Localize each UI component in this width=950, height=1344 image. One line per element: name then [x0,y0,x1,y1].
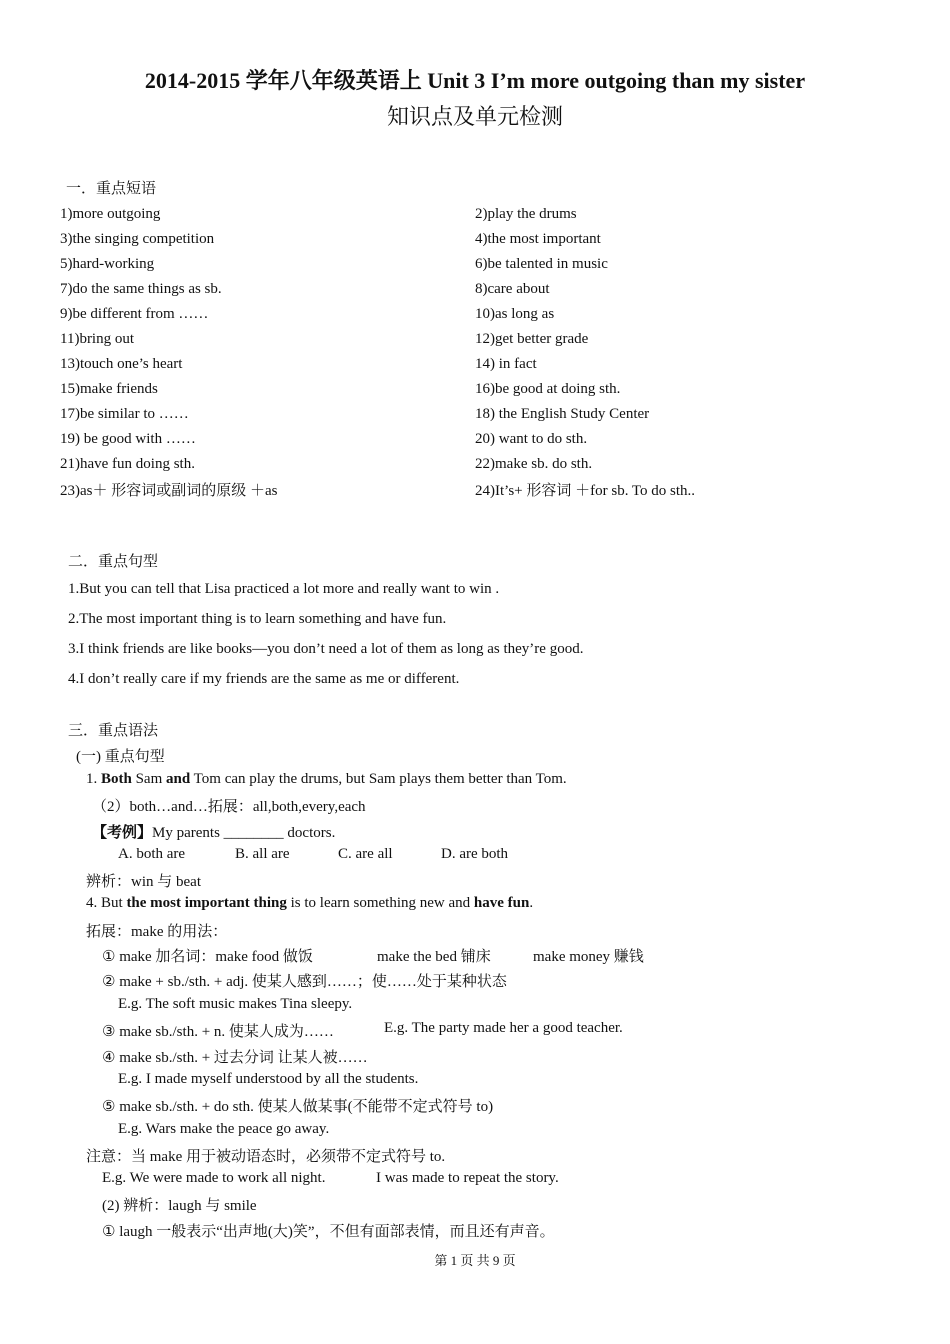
grammar-sentence-1 [86,771,567,788]
bianxi-win-beat: 辨析：win 与 beat [86,874,201,890]
sentence-item: 4.I don’t really care if my friends are the same as me or different. [68,671,460,687]
phrase-item: 13)touch one’s heart [60,356,183,372]
phrase-item: 16)be good at doing sth. [475,381,621,397]
sentence-item: 1.But you can tell that Lisa practiced a lot more and really want to win . [68,581,500,597]
phrase-item: 10)as long as [475,306,555,322]
text-span: Sam [131,771,167,787]
make-usage-3: ③ make sb./sth. + n. 使某人成为…… [102,1024,334,1040]
phrase-item: 21)have fun doing sth. [60,456,195,472]
phrase-item: 14) in fact [475,356,537,372]
phrase-item: 1)more outgoing [60,206,161,222]
passive-note-example-2: I was made to repeat the story. [376,1170,559,1186]
bianxi-laugh-smile: (2) 辨析：laugh 与 smile [102,1198,257,1214]
phrase-item: 8)care about [475,281,550,297]
make-usage-heading: 拓展：make 的用法： [86,924,228,940]
phrase-item: 22)make sb. do sth. [475,456,593,472]
phrase-item: 20) want to do sth. [475,431,588,447]
phrase-item: 12)get better grade [475,331,589,347]
option-a: A. both are [118,846,186,862]
sentence-item: 3.I think friends are like books—you don’t need a lot of them as long as they’re good. [68,641,584,657]
bold-span: have fun [473,895,530,911]
make-usage-4-example: E.g. I made myself understood by all the students. [118,1071,419,1087]
phrase-item: 24)It’s+ 形容词 ＋for sb. To do sth.. [475,483,696,499]
make-usage-1b: make the bed 铺床 [377,949,491,965]
phrase-item: 2)play the drums [475,206,577,222]
option-c: C. are all [338,846,393,862]
example-text: My parents ________ doctors. [152,825,336,841]
phrase-item: 19) be good with …… [60,431,196,447]
phrase-item: 4)the most important [475,231,601,247]
phrase-item: 11)bring out [60,331,135,347]
bold-span: the most important thing [126,895,287,911]
text-span: 4. But [86,895,127,911]
make-usage-1c: make money 赚钱 [533,949,644,965]
phrase-item: 5)hard-working [60,256,155,272]
passive-note-example-1: E.g. We were made to work all night. [102,1170,326,1186]
text-span: Tom can play the drums, but Sam plays them better than Tom. [190,771,567,787]
phrase-item: 6)be talented in music [475,256,608,272]
make-usage-2: ② make + sb./sth. + adj. 使某人感到……；使……处于某种状态 [102,974,507,990]
make-usage-4: ④ make sb./sth. + 过去分词 让某人被…… [102,1050,368,1066]
make-usage-3-example: E.g. The party made her a good teacher. [384,1020,623,1036]
phrase-item: 9)be different from …… [60,306,209,322]
page-footer: 第 1 页 共 9 页 [434,1253,516,1268]
text-span: is to learn something new and [286,895,474,911]
example-question [92,821,335,842]
sentence-item: 2.The most important thing is to learn something and have fun. [68,611,447,627]
grammar-sentence-4 [86,895,533,912]
section-heading-phrases: 一．重点短语 [66,181,157,197]
make-usage-5: ⑤ make sb./sth. + do sth. 使某人做某事(不能带不定式符号 to) [102,1099,494,1115]
phrase-item: 7)do the same things as sb. [60,281,222,297]
document-title: 2014-2015 学年八年级英语上 Unit 3 I’m more outgoing than my sister [144,68,806,93]
option-d: D. are both [441,846,509,862]
text-span: 1. [86,771,101,787]
section-heading-grammar: 三．重点语法 [68,723,159,739]
passive-note: 注意：当 make 用于被动语态时，必须带不定式符号 to. [86,1149,446,1165]
phrase-item: 17)be similar to …… [60,406,189,422]
document-subtitle: 知识点及单元检测 [386,104,563,129]
option-b: B. all are [235,846,290,862]
make-usage-2-example: E.g. The soft music makes Tina sleepy. [118,996,353,1012]
bold-span: Both [101,771,132,787]
make-usage-5-example: E.g. Wars make the peace go away. [118,1121,330,1137]
make-usage-1: ① make 加名词：make food 做饭 [102,949,313,965]
section-heading-sentences: 二．重点句型 [68,554,159,570]
bold-span: and [166,771,191,787]
example-label: 【考例】 [92,825,153,841]
phrase-item: 3)the singing competition [60,231,215,247]
phrase-item: 23)as＋ 形容词或副词的原级 ＋as [60,483,278,499]
laugh-explanation: ① laugh 一般表示“出声地(大)笑”，不但有面部表情，而且还有声音。 [102,1224,555,1240]
phrase-item: 18) the English Study Center [475,406,650,422]
text-span: . [529,895,534,911]
both-and-extension: （2）both…and…拓展：all,both,every,each [92,799,366,815]
subsection-heading: (一) 重点句型 [76,749,165,765]
phrase-item: 15)make friends [60,381,158,397]
